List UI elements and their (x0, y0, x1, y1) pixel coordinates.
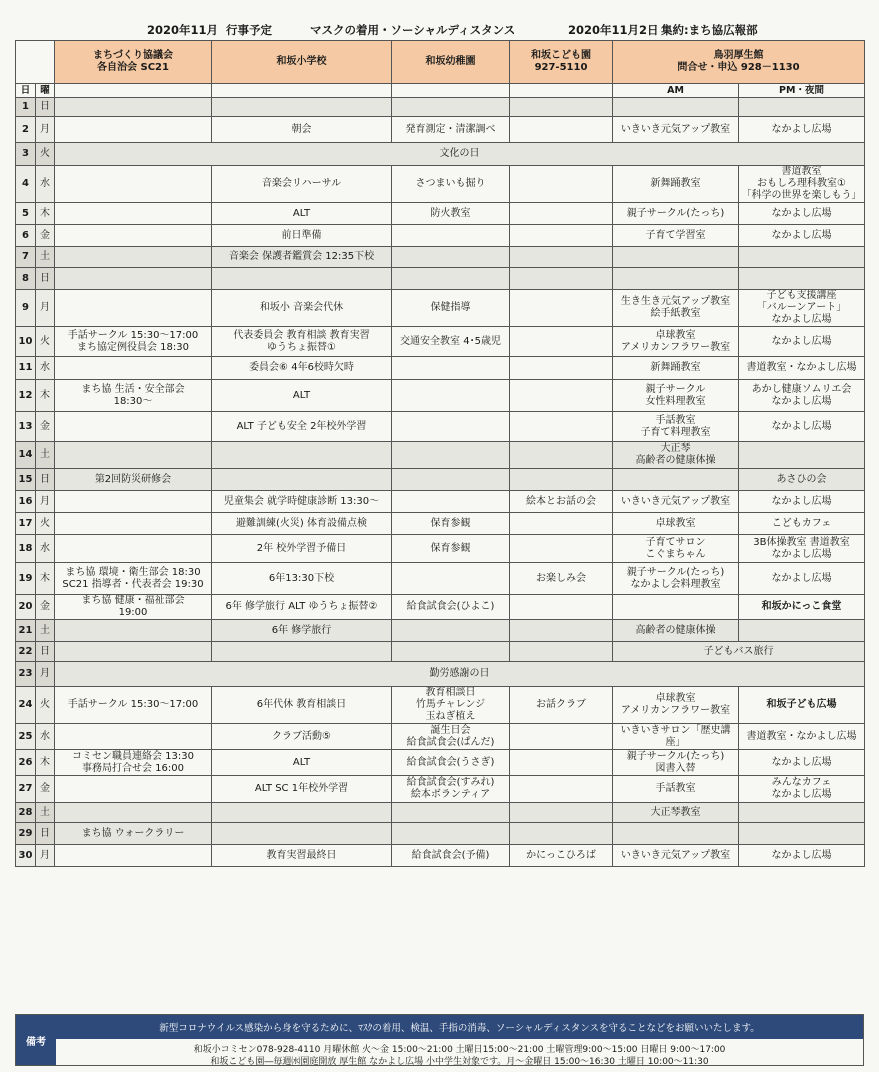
machi-cell (55, 620, 212, 642)
kodomo-cell (510, 620, 613, 642)
kosei-am-cell (613, 469, 739, 491)
weekday-cell: 木 (36, 203, 55, 225)
header-sub-blank (510, 84, 613, 98)
school-cell (212, 469, 392, 491)
table-row (16, 563, 865, 595)
weekday-cell: 土 (36, 247, 55, 268)
kinder-cell (392, 620, 510, 642)
kodomo-cell (510, 642, 613, 662)
day-cell: 2 (16, 117, 36, 143)
school-cell: ALT (212, 750, 392, 776)
kodomo-cell: 絵本とお話の会 (510, 491, 613, 513)
kosei-am-cell: 高齢者の健康体操 (613, 620, 739, 642)
notes-box (15, 1014, 864, 1066)
machi-cell (55, 412, 212, 442)
kosei-am-cell: 親子サークル(たっち) なかよし会料理教室 (613, 563, 739, 595)
kosei-am-cell (613, 98, 739, 117)
machi-cell (55, 290, 212, 327)
day-cell: 17 (16, 513, 36, 535)
school-cell: 6年 修学旅行 (212, 620, 392, 642)
table-row (16, 662, 865, 687)
weekday-cell: 日 (36, 642, 55, 662)
notes-label: 備考 (16, 1015, 56, 1065)
kinder-cell: 誕生日会 給食試食会(ぱんだ) (392, 724, 510, 750)
kosei-am-cell: 手話教室 (613, 776, 739, 803)
kosei-am-cell (613, 268, 739, 290)
kodomo-cell (510, 268, 613, 290)
title-notice: マスクの着用・ソーシャルディスタンス (310, 23, 516, 37)
table-row (16, 724, 865, 750)
kosei-am-cell (613, 823, 739, 845)
kosei-pm-cell: 3B体操教室 書道教室 なかよし広場 (739, 535, 865, 563)
table-row (16, 513, 865, 535)
header-kodomo: 和坂こども園 927-5110 (510, 41, 613, 84)
machi-cell: まち協 健康・福祉部会 19:00 (55, 595, 212, 620)
header-am: AM (613, 84, 739, 98)
header-kinder: 和坂幼稚園 (392, 41, 510, 84)
kosei-am-cell: 生き生き元気アップ教室 絵手紙教室 (613, 290, 739, 327)
table-row (16, 823, 865, 845)
kosei-am-cell: 子育てサロン こぐまちゃん (613, 535, 739, 563)
weekday-cell: 火 (36, 327, 55, 357)
weekday-cell: 水 (36, 535, 55, 563)
kodomo-cell (510, 203, 613, 225)
school-cell (212, 442, 392, 469)
header-day: 日 (16, 84, 36, 98)
header-kosei: 鳥羽厚生館 問合せ・申込 928－1130 (613, 41, 865, 84)
day-cell: 21 (16, 620, 36, 642)
weekday-cell: 金 (36, 595, 55, 620)
school-cell: 2年 校外学習予備日 (212, 535, 392, 563)
kosei-am-cell: 大正琴教室 (613, 803, 739, 823)
kosei-pm-cell: なかよし広場 (739, 491, 865, 513)
machi-cell (55, 203, 212, 225)
kinder-cell (392, 247, 510, 268)
weekday-cell: 月 (36, 117, 55, 143)
kinder-cell (392, 642, 510, 662)
kosei-pm-cell (739, 98, 865, 117)
kosei-am-cell: 親子サークル 女性料理教室 (613, 380, 739, 412)
kinder-cell (392, 803, 510, 823)
machi-cell: 手話サークル 15:30～17:00 (55, 687, 212, 724)
day-cell: 10 (16, 327, 36, 357)
day-cell: 7 (16, 247, 36, 268)
kosei-pm-cell (739, 268, 865, 290)
kodomo-cell: お話クラブ (510, 687, 613, 724)
table-row (16, 357, 865, 380)
kinder-cell: さつまいも掘り (392, 166, 510, 203)
kodomo-cell (510, 750, 613, 776)
school-cell: クラブ活動⑤ (212, 724, 392, 750)
table-row (16, 98, 865, 117)
machi-cell (55, 845, 212, 867)
day-cell: 1 (16, 98, 36, 117)
weekday-cell: 金 (36, 225, 55, 247)
kosei-am-cell: 子育て学習室 (613, 225, 739, 247)
weekday-cell: 土 (36, 620, 55, 642)
machi-cell: コミセン職員連絡会 13:30 事務局打合せ会 16:00 (55, 750, 212, 776)
table-row (16, 687, 865, 724)
kosei-pm-cell: なかよし広場 (739, 225, 865, 247)
weekday-cell: 金 (36, 776, 55, 803)
school-cell: 児童集会 就学時健康診断 13:30～ (212, 491, 392, 513)
kosei-am-cell: 大正琴 高齢者の健康体操 (613, 442, 739, 469)
kinder-cell: 保育参観 (392, 535, 510, 563)
notes-banner: 新型コロナウイルス感染から身を守るために、ﾏｽｸの着用、検温、手指の消毒、ソーシャルディスタンスを守ることなどをお願いいたします。 (56, 1015, 863, 1039)
kodomo-cell (510, 98, 613, 117)
kosei-am-cell: いきいき元気アップ教室 (613, 117, 739, 143)
kodomo-cell (510, 327, 613, 357)
kosei-am-cell: いきいき元気アップ教室 (613, 491, 739, 513)
weekday-cell: 日 (36, 469, 55, 491)
kosei-pm-cell: なかよし広場 (739, 203, 865, 225)
weekday-cell: 日 (36, 268, 55, 290)
kodomo-cell (510, 247, 613, 268)
holiday-cell: 勤労感謝の日 (55, 662, 865, 687)
kinder-cell: 給食試食会(うさぎ) (392, 750, 510, 776)
kosei-pm-cell: なかよし広場 (739, 327, 865, 357)
school-cell: 前日準備 (212, 225, 392, 247)
kinder-cell (392, 823, 510, 845)
kosei-am-cell: いきいきサロン「歴史講座」 (613, 724, 739, 750)
table-row (16, 620, 865, 642)
kinder-cell (392, 563, 510, 595)
holiday-cell: 文化の日 (55, 143, 865, 166)
kodomo-cell (510, 442, 613, 469)
day-cell: 20 (16, 595, 36, 620)
table-row (16, 776, 865, 803)
kosei-pm-cell (739, 247, 865, 268)
machi-cell (55, 357, 212, 380)
day-cell: 19 (16, 563, 36, 595)
kosei-pm-cell: 和坂かにっこ食堂 (739, 595, 865, 620)
kosei-am-cell (613, 595, 739, 620)
kinder-cell: 交通安全教室 4･5歳児 (392, 327, 510, 357)
kosei-am-cell (613, 247, 739, 268)
kinder-cell (392, 412, 510, 442)
table-row (16, 642, 865, 662)
weekday-cell: 水 (36, 357, 55, 380)
day-cell: 23 (16, 662, 36, 687)
school-cell: 朝会 (212, 117, 392, 143)
header-blank (16, 41, 55, 84)
weekday-cell: 月 (36, 491, 55, 513)
weekday-cell: 日 (36, 98, 55, 117)
kodomo-cell (510, 595, 613, 620)
kosei-pm-cell: 書道教室 おもしろ理科教室① 「科学の世界を楽しもう」 (739, 166, 865, 203)
machi-cell (55, 166, 212, 203)
table-row (16, 327, 865, 357)
weekday-cell: 火 (36, 687, 55, 724)
kodomo-cell (510, 412, 613, 442)
kinder-cell (392, 469, 510, 491)
school-cell: 6年代休 教育相談日 (212, 687, 392, 724)
school-cell: 6年13:30下校 (212, 563, 392, 595)
weekday-cell: 土 (36, 442, 55, 469)
title-bar (0, 0, 879, 40)
day-cell: 30 (16, 845, 36, 867)
table-row (16, 117, 865, 143)
day-cell: 12 (16, 380, 36, 412)
kinder-cell: 給食試食会(予備) (392, 845, 510, 867)
day-cell: 25 (16, 724, 36, 750)
kosei-pm-cell (739, 620, 865, 642)
kodomo-cell: かにっこひろば (510, 845, 613, 867)
table-row (16, 290, 865, 327)
school-cell: ALT (212, 380, 392, 412)
table-row (16, 469, 865, 491)
machi-cell (55, 247, 212, 268)
table-row (16, 143, 865, 166)
machi-cell: 手話サークル 15:30～17:00 まち協定例役員会 18:30 (55, 327, 212, 357)
table-row (16, 203, 865, 225)
machi-cell: まち協 環境・衛生部会 18:30 SC21 指導者・代表者会 19:30 (55, 563, 212, 595)
kinder-cell (392, 491, 510, 513)
kodomo-cell (510, 166, 613, 203)
table-row (16, 166, 865, 203)
weekday-cell: 月 (36, 845, 55, 867)
weekday-cell: 月 (36, 662, 55, 687)
kodomo-cell (510, 823, 613, 845)
school-cell: 教育実習最終日 (212, 845, 392, 867)
day-cell: 24 (16, 687, 36, 724)
kosei-cell: 子どもバス旅行 (613, 642, 865, 662)
kinder-cell (392, 98, 510, 117)
day-cell: 18 (16, 535, 36, 563)
kinder-cell: 保育参観 (392, 513, 510, 535)
kinder-cell: 教育相談日 竹馬チャレンジ 玉ねぎ植え (392, 687, 510, 724)
kodomo-cell (510, 724, 613, 750)
school-cell (212, 823, 392, 845)
kodomo-cell (510, 117, 613, 143)
kosei-am-cell: 新舞踊教室 (613, 166, 739, 203)
weekday-cell: 火 (36, 513, 55, 535)
school-cell: 音楽会リハーサル (212, 166, 392, 203)
weekday-cell: 木 (36, 563, 55, 595)
day-cell: 22 (16, 642, 36, 662)
weekday-cell: 土 (36, 803, 55, 823)
school-cell: 音楽会 保護者鑑賞会 12:35下校 (212, 247, 392, 268)
machi-cell (55, 803, 212, 823)
kosei-pm-cell: あかし健康ソムリエ会 なかよし広場 (739, 380, 865, 412)
notes-line-2: 和坂こども園―毎週㈬園庭開放 厚生館 なかよし広場 小中学生対象です。月～金曜日 15:00～16:30 土曜日 10:00～11:30 (210, 1057, 709, 1067)
kosei-pm-cell (739, 442, 865, 469)
weekday-cell: 月 (36, 290, 55, 327)
kosei-pm-cell: なかよし広場 (739, 750, 865, 776)
kosei-pm-cell: なかよし広場 (739, 117, 865, 143)
day-cell: 13 (16, 412, 36, 442)
kosei-pm-cell: なかよし広場 (739, 563, 865, 595)
header-sub-blank (55, 84, 212, 98)
machi-cell (55, 98, 212, 117)
school-cell: 6年 修学旅行 ALT ゆうちょ振替② (212, 595, 392, 620)
kinder-cell: 保健指導 (392, 290, 510, 327)
machi-cell (55, 442, 212, 469)
school-cell (212, 98, 392, 117)
day-cell: 29 (16, 823, 36, 845)
machi-cell (55, 225, 212, 247)
machi-cell (55, 724, 212, 750)
kosei-am-cell: 卓球教室 アメリカンフラワー教室 (613, 327, 739, 357)
kodomo-cell (510, 380, 613, 412)
kodomo-cell (510, 803, 613, 823)
table-row (16, 412, 865, 442)
table-row (16, 803, 865, 823)
machi-cell (55, 776, 212, 803)
weekday-cell: 水 (36, 166, 55, 203)
table-row (16, 225, 865, 247)
day-cell: 5 (16, 203, 36, 225)
schedule-table (15, 40, 865, 867)
kinder-cell (392, 268, 510, 290)
table-row (16, 247, 865, 268)
kosei-pm-cell: 和坂子ども広場 (739, 687, 865, 724)
table-row (16, 491, 865, 513)
kinder-cell (392, 380, 510, 412)
day-cell: 8 (16, 268, 36, 290)
weekday-cell: 金 (36, 412, 55, 442)
school-cell (212, 803, 392, 823)
day-cell: 6 (16, 225, 36, 247)
school-cell: ALT SC 1年校外学習 (212, 776, 392, 803)
weekday-cell: 木 (36, 750, 55, 776)
kosei-pm-cell: 書道教室・なかよし広場 (739, 357, 865, 380)
title-schedule: 行事予定 (226, 23, 272, 37)
kosei-pm-cell: なかよし広場 (739, 845, 865, 867)
school-cell: 避難訓練(火災) 体育設備点検 (212, 513, 392, 535)
kodomo-cell (510, 357, 613, 380)
header-pm: PM・夜間 (739, 84, 865, 98)
kinder-cell: 発育測定・清潔調べ (392, 117, 510, 143)
day-cell: 26 (16, 750, 36, 776)
header-machi: まちづくり協議会 各自治会 SC21 (55, 41, 212, 84)
kodomo-cell (510, 535, 613, 563)
weekday-cell: 日 (36, 823, 55, 845)
day-cell: 3 (16, 143, 36, 166)
kosei-am-cell: 親子サークル(たっち) 図書入替 (613, 750, 739, 776)
title-date: 2020年11月2日 (568, 23, 659, 37)
header-sub-blank (212, 84, 392, 98)
kodomo-cell (510, 513, 613, 535)
kosei-pm-cell (739, 803, 865, 823)
kosei-pm-cell: 書道教室・なかよし広場 (739, 724, 865, 750)
kosei-am-cell: いきいき元気アップ教室 (613, 845, 739, 867)
kinder-cell (392, 225, 510, 247)
kodomo-cell: お楽しみ会 (510, 563, 613, 595)
table-row (16, 845, 865, 867)
table-row (16, 442, 865, 469)
machi-cell: まち協 生活・安全部会 18:30～ (55, 380, 212, 412)
kosei-pm-cell: あさひの会 (739, 469, 865, 491)
table-row (16, 750, 865, 776)
kinder-cell (392, 357, 510, 380)
kodomo-cell (510, 776, 613, 803)
kosei-am-cell: 新舞踊教室 (613, 357, 739, 380)
day-cell: 16 (16, 491, 36, 513)
kosei-pm-cell: 子ども支援講座 「バルーンアート」 なかよし広場 (739, 290, 865, 327)
table-row (16, 380, 865, 412)
day-cell: 28 (16, 803, 36, 823)
school-cell (212, 642, 392, 662)
weekday-cell: 火 (36, 143, 55, 166)
day-cell: 15 (16, 469, 36, 491)
day-cell: 11 (16, 357, 36, 380)
table-row (16, 535, 865, 563)
day-cell: 4 (16, 166, 36, 203)
school-cell: ALT (212, 203, 392, 225)
day-cell: 9 (16, 290, 36, 327)
school-cell (212, 268, 392, 290)
kosei-am-cell: 卓球教室 アメリカンフラワー教室 (613, 687, 739, 724)
title-editor: 集約:まち協広報部 (661, 23, 758, 37)
school-cell: 和坂小 音楽会代休 (212, 290, 392, 327)
weekday-cell: 木 (36, 380, 55, 412)
kinder-cell: 給食試食会(ひよこ) (392, 595, 510, 620)
header-sub-blank (392, 84, 510, 98)
machi-cell: まち協 ウォークラリー (55, 823, 212, 845)
kosei-am-cell: 手話教室 子育て料理教室 (613, 412, 739, 442)
header-weekday: 曜 (36, 84, 55, 98)
school-cell: ALT 子ども安全 2年校外学習 (212, 412, 392, 442)
kodomo-cell (510, 225, 613, 247)
machi-cell (55, 268, 212, 290)
machi-cell (55, 642, 212, 662)
kinder-cell: 防火教室 (392, 203, 510, 225)
table-row (16, 268, 865, 290)
day-cell: 27 (16, 776, 36, 803)
table-row (16, 595, 865, 620)
kinder-cell: 給食試食会(すみれ) 絵本ボランティア (392, 776, 510, 803)
kosei-pm-cell: みんなカフェ なかよし広場 (739, 776, 865, 803)
notes-line-1: 和坂小コミセン078-928-4110 月曜休館 火～金 15:00～21:00 土曜日15:00～21:00 土曜管理9:00～15:00 日曜日 9:00～17:00 (193, 1045, 726, 1055)
school-cell: 代表委員会 教育相談 教育実習 ゆうちょ振替① (212, 327, 392, 357)
title-month: 2020年11月 (147, 23, 219, 37)
kosei-pm-cell: なかよし広場 (739, 412, 865, 442)
machi-cell (55, 117, 212, 143)
school-cell: 委員会⑥ 4年6校時欠時 (212, 357, 392, 380)
machi-cell (55, 513, 212, 535)
day-cell: 14 (16, 442, 36, 469)
machi-cell (55, 491, 212, 513)
kinder-cell (392, 442, 510, 469)
kodomo-cell (510, 290, 613, 327)
weekday-cell: 水 (36, 724, 55, 750)
kosei-am-cell: 卓球教室 (613, 513, 739, 535)
header-school: 和坂小学校 (212, 41, 392, 84)
machi-cell: 第2回防災研修会 (55, 469, 212, 491)
kodomo-cell (510, 469, 613, 491)
kosei-pm-cell (739, 823, 865, 845)
kosei-pm-cell: こどもカフェ (739, 513, 865, 535)
machi-cell (55, 535, 212, 563)
kosei-am-cell: 親子サークル(たっち) (613, 203, 739, 225)
